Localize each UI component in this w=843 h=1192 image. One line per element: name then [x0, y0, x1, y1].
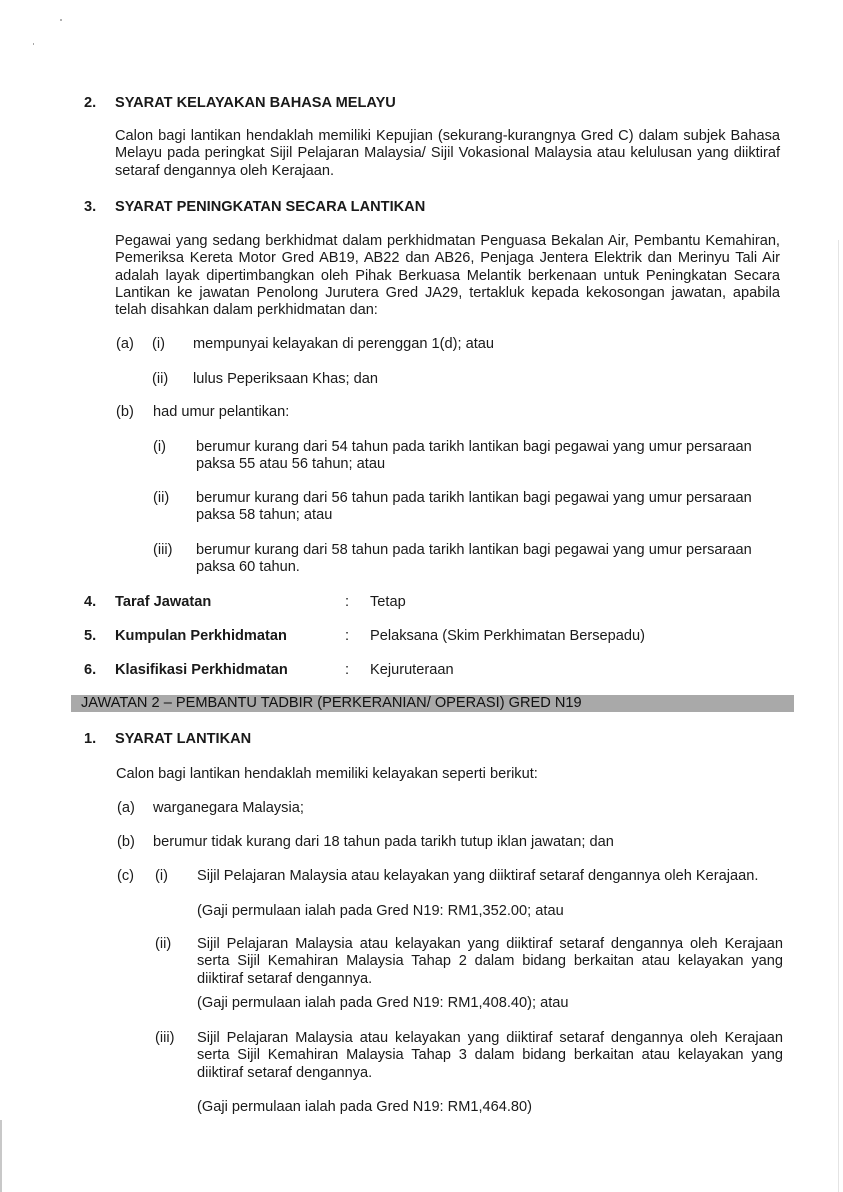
- scan-edge-left: [0, 1120, 2, 1192]
- row-number: 4.: [84, 594, 97, 610]
- row-value: Pelaksana (Skim Perkhimatan Bersepadu): [370, 628, 645, 644]
- list-label: (a): [116, 336, 134, 352]
- list-label: (c): [117, 868, 135, 884]
- section-paragraph: Calon bagi lantikan hendaklah memiliki Kepujian (sekurang-kurangnya Gred C) dalam subjek Bahasa Melayu pada peringkat Sijil Pelajaran Malaysia/ Sijil Vokasional Malaysia atau kelulusan yang diiktiraf setaraf dengannya oleh Kerajaan.: [115, 128, 780, 179]
- list-item-text: lulus Peperiksaan Khas; dan: [193, 371, 378, 387]
- section-title: SYARAT PENINGKATAN SECARA LANTIKAN: [115, 199, 426, 215]
- row-value: Tetap: [370, 594, 406, 610]
- list-sublabel: (ii): [152, 371, 169, 387]
- section-title: SYARAT LANTIKAN: [115, 731, 252, 747]
- section-number: 3.: [84, 199, 97, 215]
- list-item-text: mempunyai kelayakan di perenggan 1(d); atau: [193, 336, 494, 352]
- list-sublabel: (i): [153, 439, 166, 455]
- scan-speck: [33, 43, 34, 45]
- list-sublabel: (iii): [155, 1030, 175, 1046]
- list-sublabel: (i): [155, 868, 168, 884]
- row-separator: :: [345, 594, 350, 610]
- list-sublabel: (ii): [153, 490, 170, 506]
- section-intro: Calon bagi lantikan hendaklah memiliki kelayakan seperti berikut:: [116, 766, 538, 782]
- scan-edge-right: [838, 240, 839, 1192]
- row-label: Klasifikasi Perkhidmatan: [115, 662, 288, 678]
- section-paragraph: Pegawai yang sedang berkhidmat dalam perkhidmatan Penguasa Bekalan Air, Pembantu Kemahiran, Pemeriksa Kereta Motor Gred AB19, AB22 dan AB26, Penjaga Jentera Elektrik dan Merinyu Tali Air adalah layak dipertimbangkan oleh Pihak Berkuasa Melantik berkenaan untuk Peningkatan Secara Lantikan ke jawatan Penolong Jurutera Gred JA29, tertakluk kepada kekosongan jawatan, apabila telah disahkan dalam perkhidmatan dan:: [115, 233, 780, 319]
- row-value: Kejuruteraan: [370, 662, 454, 678]
- row-number: 6.: [84, 662, 97, 678]
- position-banner: [71, 695, 794, 712]
- row-label: Taraf Jawatan: [115, 594, 212, 610]
- list-label: (b): [116, 404, 134, 420]
- scan-speck: [60, 19, 62, 21]
- section-title: SYARAT KELAYAKAN BAHASA MELAYU: [115, 95, 396, 111]
- section-number: 1.: [84, 731, 97, 747]
- row-label: Kumpulan Perkhidmatan: [115, 628, 287, 644]
- list-item-text: berumur kurang dari 58 tahun pada tarikh lantikan bagi pegawai yang umur persaraan paksa 60 tahun.: [196, 542, 752, 576]
- list-sublabel: (ii): [155, 936, 172, 952]
- list-sublabel: (i): [152, 336, 165, 352]
- list-label: (a): [117, 800, 135, 816]
- list-item-text: Sijil Pelajaran Malaysia atau kelayakan yang diiktiraf setaraf dengannya oleh Kerajaan serta Sijil Kemahiran Malaysia Tahap 3 dalam bidang berkaitan atau kelayakan yang diiktiraf setaraf dengannya.: [197, 1030, 783, 1081]
- banner-title: JAWATAN 2 – PEMBANTU TADBIR (PERKERANIAN/ OPERASI) GRED N19: [81, 695, 582, 711]
- list-item-text: had umur pelantikan:: [153, 404, 290, 420]
- salary-note: (Gaji permulaan ialah pada Gred N19: RM1,408.40); atau: [197, 995, 569, 1011]
- list-sublabel: (iii): [153, 542, 173, 558]
- salary-note: (Gaji permulaan ialah pada Gred N19: RM1,352.00; atau: [197, 903, 564, 919]
- list-item-text: berumur kurang dari 54 tahun pada tarikh lantikan bagi pegawai yang umur persaraan paksa 55 atau 56 tahun; atau: [196, 439, 752, 473]
- salary-note: (Gaji permulaan ialah pada Gred N19: RM1,464.80): [197, 1099, 533, 1115]
- list-item-text: Sijil Pelajaran Malaysia atau kelayakan yang diiktiraf setaraf dengannya oleh Kerajaan serta Sijil Kemahiran Malaysia Tahap 2 dalam bidang berkaitan atau kelayakan yang diiktiraf setaraf dengannya.: [197, 936, 783, 987]
- row-separator: :: [345, 628, 350, 644]
- row-separator: :: [345, 662, 350, 678]
- list-item-text: warganegara Malaysia;: [153, 800, 304, 816]
- list-label: (b): [117, 834, 135, 850]
- list-item-text: berumur tidak kurang dari 18 tahun pada tarikh tutup iklan jawatan; dan: [153, 834, 614, 850]
- list-item-text: Sijil Pelajaran Malaysia atau kelayakan yang diiktiraf setaraf dengannya oleh Kerajaan.: [197, 868, 759, 884]
- section-number: 2.: [84, 95, 97, 111]
- row-number: 5.: [84, 628, 97, 644]
- list-item-text: berumur kurang dari 56 tahun pada tarikh lantikan bagi pegawai yang umur persaraan paksa 58 tahun; atau: [196, 490, 752, 524]
